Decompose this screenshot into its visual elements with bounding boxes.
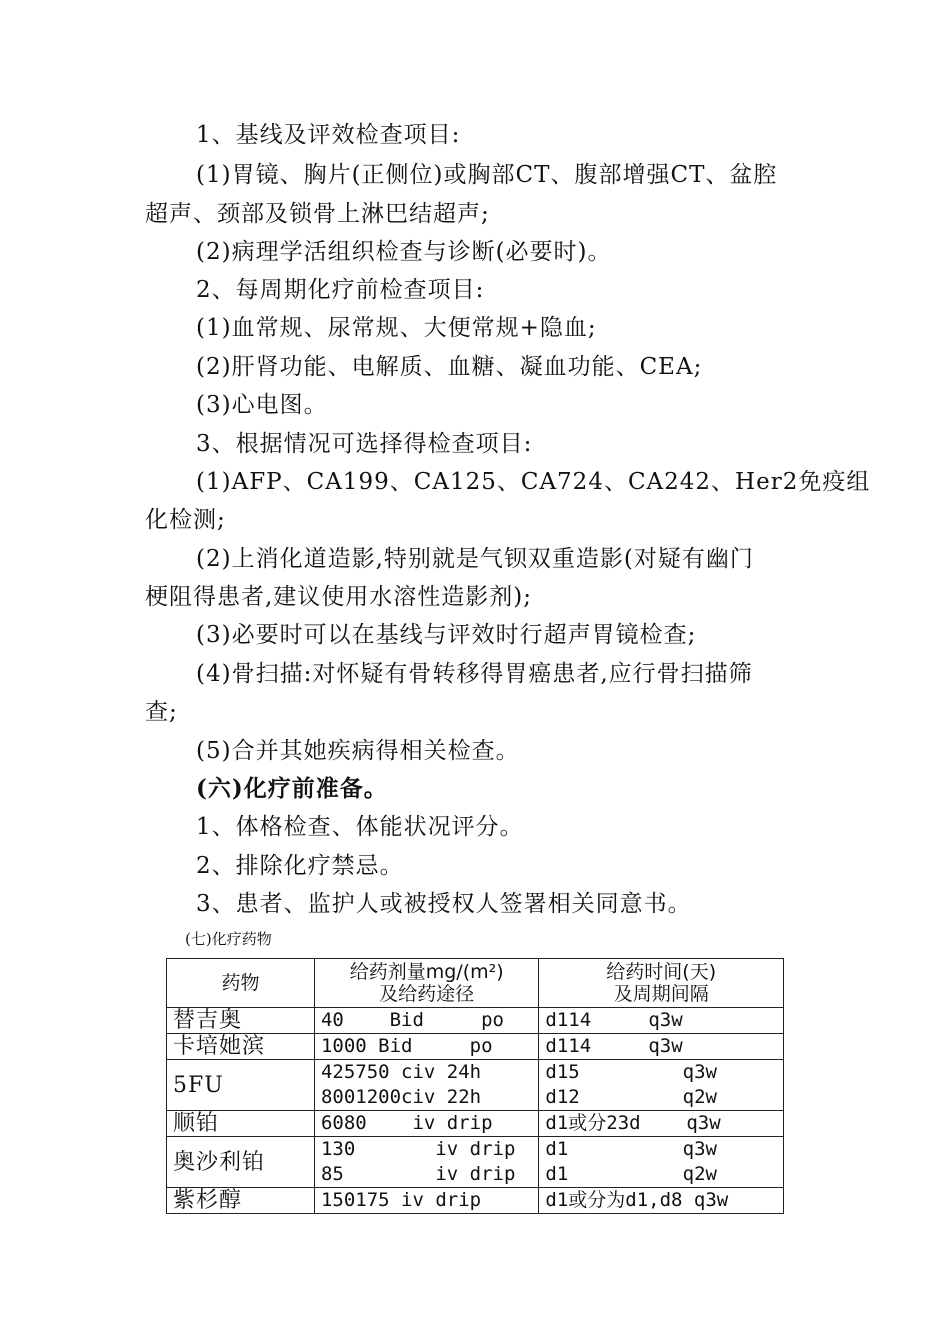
section-3-heading: 3、根据情况可选择得检查项目: bbox=[196, 431, 533, 457]
time-line: d1或分为d1,d8 q3w bbox=[545, 1189, 729, 1211]
dose-line: 150175 iv drip bbox=[320, 1189, 482, 1211]
section-heading-prep: (六)化疗前准备。 bbox=[196, 775, 388, 802]
time-cell bbox=[539, 1034, 784, 1060]
paragraph-line: 梗阻得患者,建议使用水溶性造影剂); bbox=[145, 584, 533, 610]
dose-line: 425750 civ 24h bbox=[320, 1061, 482, 1083]
time-cell bbox=[539, 1060, 784, 1111]
dose-cell bbox=[314, 1008, 538, 1034]
header-time-line1: 给药时间(天) bbox=[606, 961, 717, 983]
header-dose bbox=[314, 959, 538, 1008]
paragraph-line: 化检测; bbox=[145, 507, 226, 533]
dose-line: 6080 iv drip bbox=[320, 1112, 493, 1134]
paragraph-line: (1)胃镜、胸片(正侧位)或胸部CT、腹部增强CT、盆腔 bbox=[196, 162, 778, 188]
header-time bbox=[539, 959, 784, 1008]
time-line: d1 q3w bbox=[545, 1138, 717, 1160]
time-cell bbox=[539, 1188, 784, 1214]
header-dose-line1: 给药剂量mg/(m²) bbox=[349, 961, 504, 983]
dose-cell bbox=[314, 1111, 538, 1137]
time-cell bbox=[539, 1137, 784, 1188]
table-row bbox=[167, 1008, 784, 1034]
table-row bbox=[167, 1034, 784, 1060]
drug-name: 5FU bbox=[167, 1060, 315, 1111]
dose-line: 1000 Bid po bbox=[320, 1035, 493, 1057]
section-2-heading: 2、每周期化疗前检查项目: bbox=[196, 277, 485, 303]
time-line: d114 q3w bbox=[545, 1035, 683, 1057]
paragraph-line: (2)上消化道造影,特别就是气钡双重造影(对疑有幽门 bbox=[196, 546, 754, 572]
paragraph-line: 1、体格检查、体能状况评分。 bbox=[196, 814, 524, 840]
paragraph-line: (2)病理学活组织检查与诊断(必要时)。 bbox=[196, 239, 612, 265]
time-line: d114 q3w bbox=[545, 1009, 683, 1031]
dose-cell bbox=[314, 1188, 538, 1214]
drug-name: 替吉奥 bbox=[167, 1008, 315, 1034]
time-cell bbox=[539, 1111, 784, 1137]
paragraph-line: 3、患者、监护人或被授权人签署相关同意书。 bbox=[196, 891, 692, 917]
dose-cell bbox=[314, 1060, 538, 1111]
drug-name: 卡培她滨 bbox=[167, 1034, 315, 1060]
paragraph-line: 超声、颈部及锁骨上淋巴结超声; bbox=[145, 201, 490, 227]
dose-line: 85 iv drip bbox=[320, 1163, 516, 1185]
paragraph-line: (2)肝肾功能、电解质、血糖、凝血功能、CEA; bbox=[196, 354, 703, 380]
table-caption: (七)化疗药物 bbox=[185, 930, 272, 948]
paragraph-line: (4)骨扫描:对怀疑有骨转移得胃癌患者,应行骨扫描筛 bbox=[196, 661, 753, 687]
time-line: d12 q2w bbox=[545, 1086, 717, 1108]
time-cell bbox=[539, 1008, 784, 1034]
paragraph-line: (3)必要时可以在基线与评效时行超声胃镜检查; bbox=[196, 622, 697, 648]
paragraph-line: (1)血常规、尿常规、大便常规+隐血; bbox=[196, 315, 597, 341]
drug-name: 紫杉醇 bbox=[167, 1188, 315, 1214]
time-line: d1 q2w bbox=[545, 1163, 717, 1185]
header-time-line2: 及周期间隔 bbox=[613, 983, 709, 1005]
dose-cell bbox=[314, 1034, 538, 1060]
table-header-row bbox=[167, 959, 784, 1008]
header-drug: 药物 bbox=[167, 959, 315, 1008]
dose-line: 130 iv drip bbox=[320, 1138, 516, 1160]
table-row bbox=[167, 1137, 784, 1188]
section-1-heading: 1、基线及评效检查项目: bbox=[196, 122, 461, 148]
paragraph-line: 查; bbox=[145, 699, 178, 725]
drug-name: 顺铂 bbox=[167, 1111, 315, 1137]
time-line: d15 q3w bbox=[545, 1061, 717, 1083]
drug-name: 奥沙利铂 bbox=[167, 1137, 315, 1188]
dose-cell bbox=[314, 1137, 538, 1188]
time-line: d1或分23d q3w bbox=[545, 1112, 721, 1134]
table-row bbox=[167, 1060, 784, 1111]
dose-line: 8001200civ 22h bbox=[320, 1086, 482, 1108]
paragraph-line: (5)合并其她疾病得相关检查。 bbox=[196, 738, 520, 764]
table-row bbox=[167, 1188, 784, 1214]
drug-table bbox=[166, 958, 784, 1214]
paragraph-line: (3)心电图。 bbox=[196, 392, 328, 418]
header-dose-line2: 及给药途径 bbox=[379, 983, 475, 1005]
table-row bbox=[167, 1111, 784, 1137]
paragraph-line: 2、排除化疗禁忌。 bbox=[196, 853, 404, 879]
dose-line: 40 Bid po bbox=[320, 1009, 504, 1031]
paragraph-line: (1)AFP、CA199、CA125、CA724、CA242、Her2免疫组 bbox=[196, 469, 871, 495]
